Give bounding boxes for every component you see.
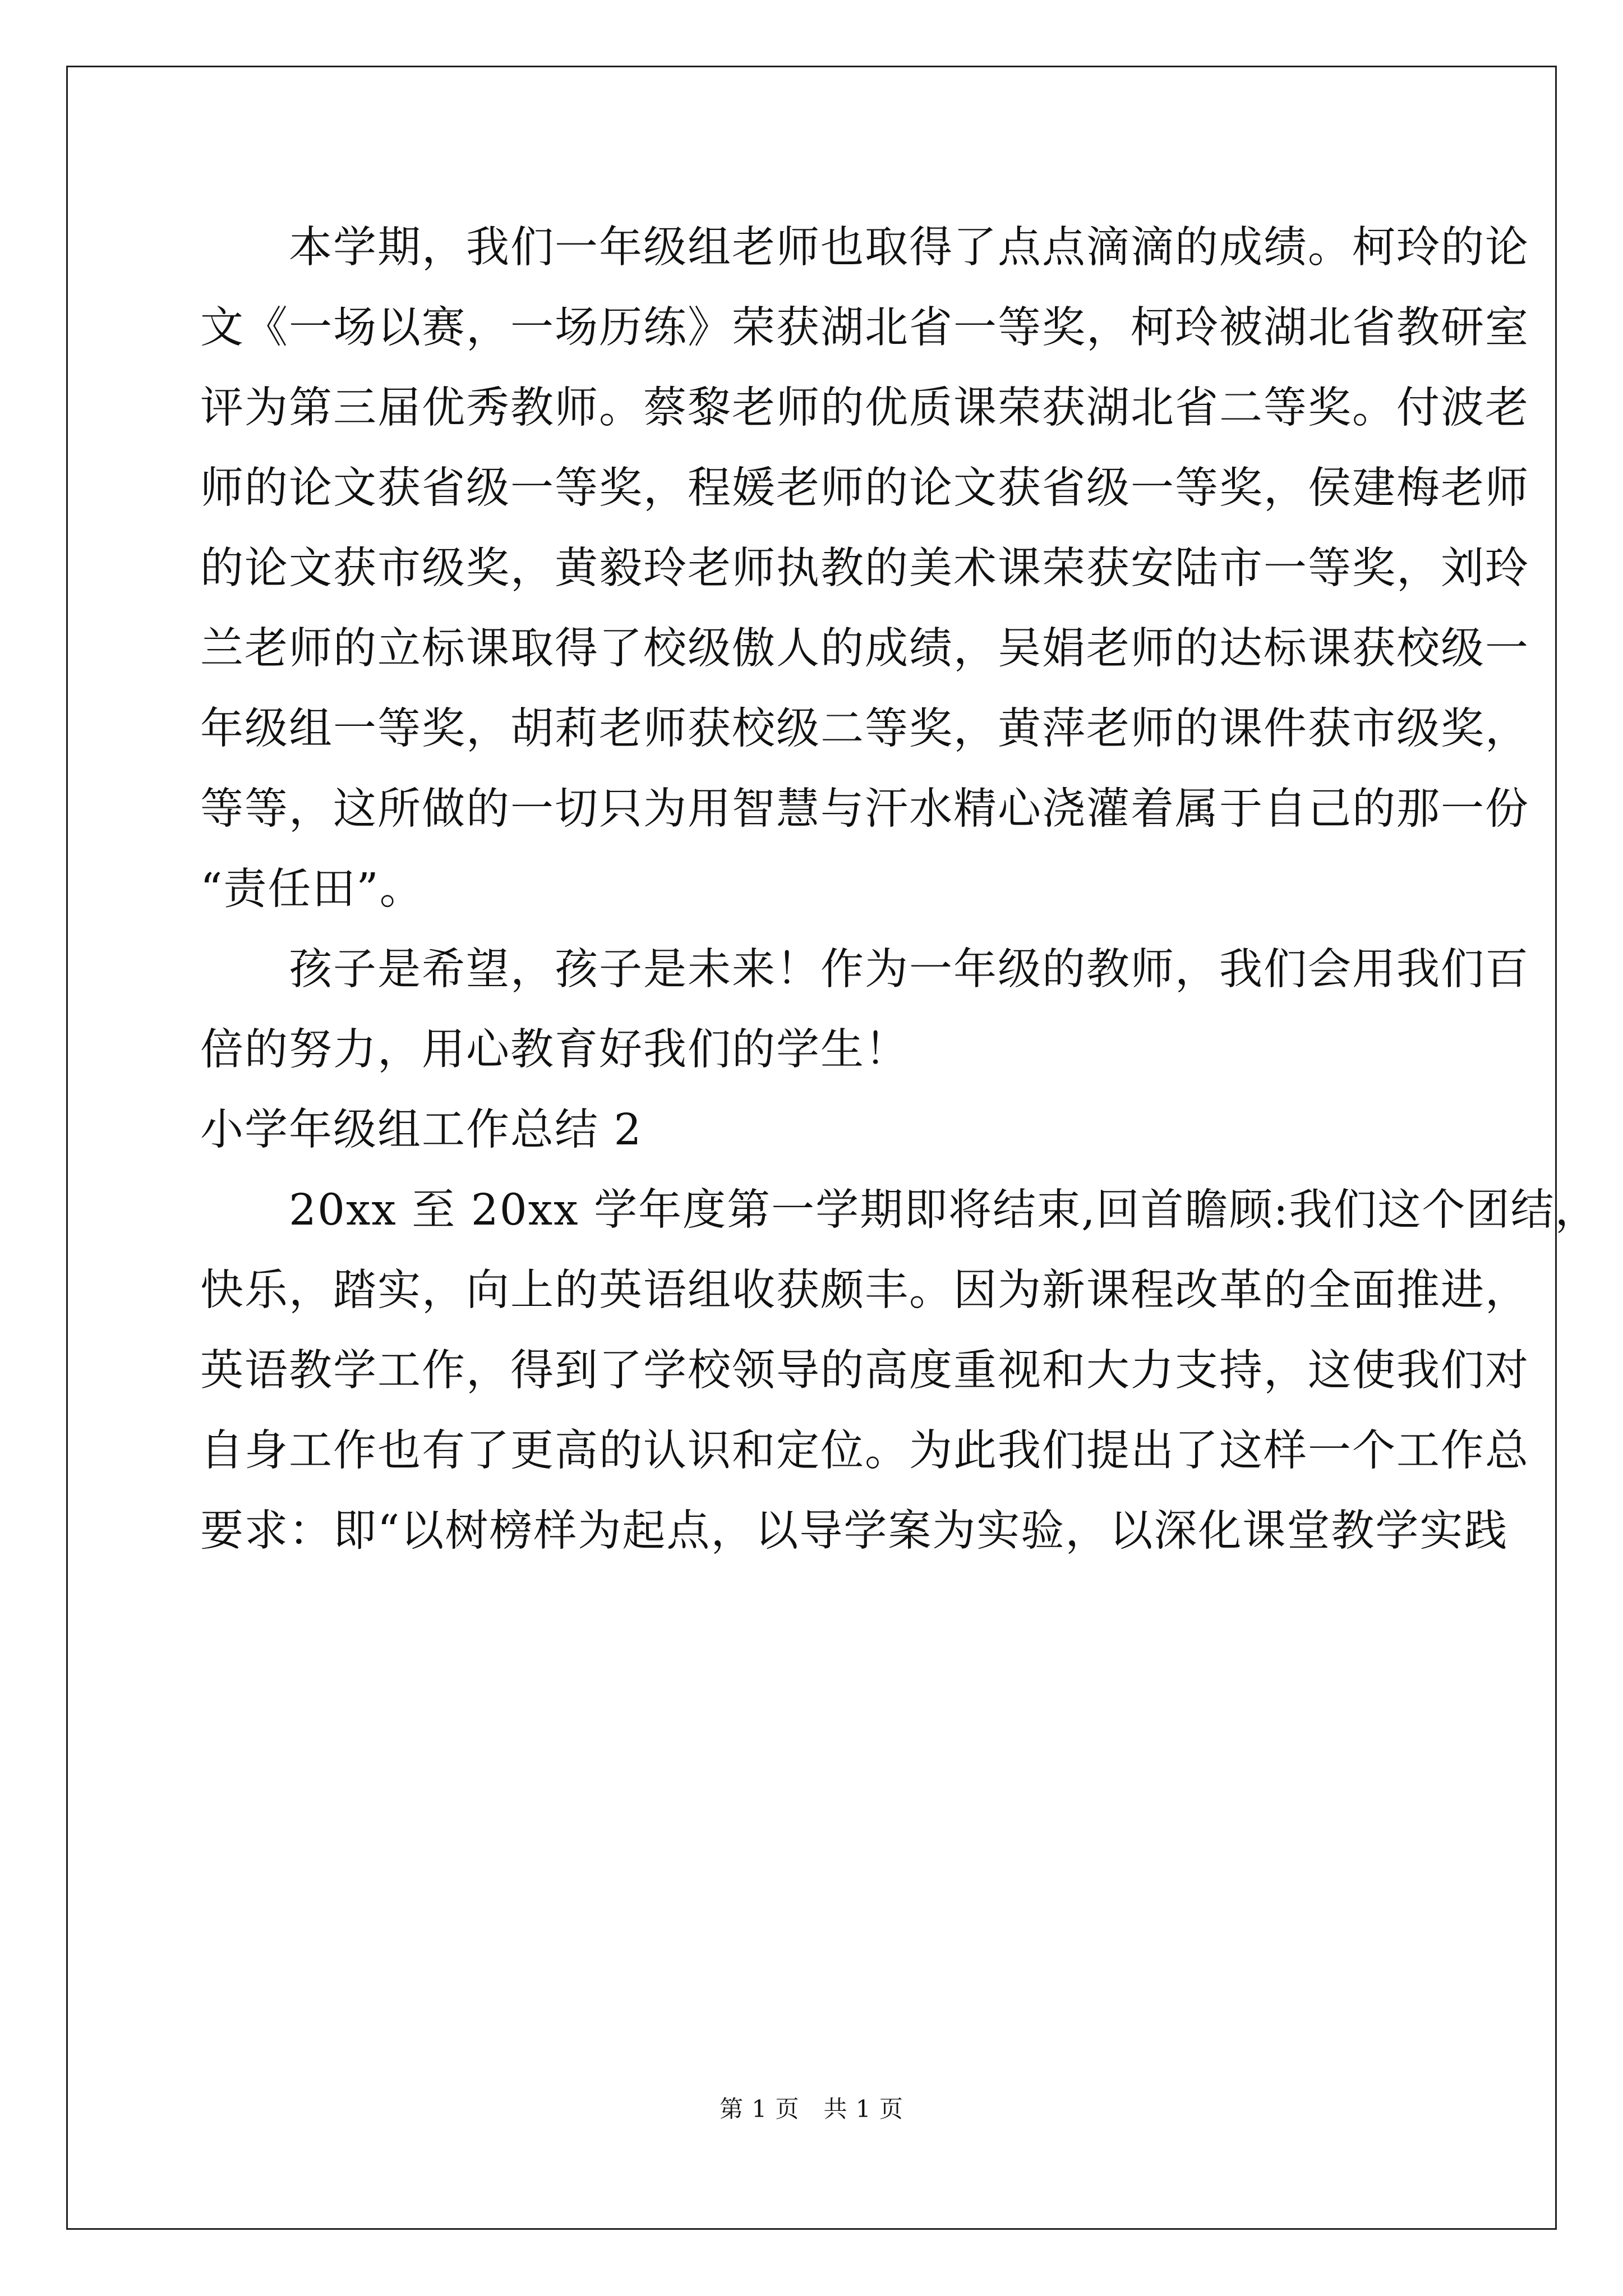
text-line: 师的论文获省级一等奖，程媛老师的论文获省级一等奖，侯建梅老师 bbox=[200, 463, 1529, 513]
text-line: 文《一场以赛，一场历练》荣获湖北省一等奖，柯玲被湖北省教研室 bbox=[200, 303, 1529, 353]
text-line: 自身工作也有了更高的认识和定位。为此我们提出了这样一个工作总 bbox=[200, 1426, 1529, 1476]
text-line: 孩子是希望，孩子是未来！作为一年级的教师，我们会用我们百 bbox=[200, 945, 1529, 995]
text-line: 等等，这所做的一切只为用智慧与汗水精心浇灌着属于自己的那一份 bbox=[200, 784, 1529, 834]
page-footer: 第 1 页 共 1 页 bbox=[720, 2095, 903, 2123]
document-body bbox=[200, 208, 1599, 1571]
text-line: 兰老师的立标课取得了校级傲人的成绩，吴娟老师的达标课获校级一 bbox=[200, 624, 1529, 674]
text-line: 要求：即“以树榜样为起点，以导学案为实验，以深化课堂教学实践 bbox=[200, 1506, 1509, 1556]
text-line: 评为第三届优秀教师。蔡黎老师的优质课荣获湖北省二等奖。付波老 bbox=[200, 383, 1529, 433]
text-line: 快乐，踏实，向上的英语组收获颇丰。因为新课程改革的全面推进， bbox=[200, 1266, 1529, 1315]
text-line: 英语教学工作，得到了学校领导的高度重视和大力支持，这使我们对 bbox=[200, 1346, 1529, 1396]
text-line: 本学期，我们一年级组老师也取得了点点滴滴的成绩。柯玲的论 bbox=[200, 223, 1529, 273]
text-line: 年级组一等奖，胡莉老师获校级二等奖，黄萍老师的课件获市级奖， bbox=[200, 704, 1529, 754]
section-heading: 小学年级组工作总结 2 bbox=[200, 1105, 643, 1155]
text-line: 的论文获市级奖，黄毅玲老师执教的美术课荣获安陆市一等奖，刘玲 bbox=[200, 544, 1529, 593]
text-line: “责任田”。 bbox=[200, 864, 424, 914]
text-line: 20xx 至 20xx 学年度第一学期即将结束,回首瞻顾:我们这个团结， bbox=[200, 1185, 1599, 1235]
text-line: 倍的努力，用心教育好我们的学生！ bbox=[200, 1025, 909, 1075]
